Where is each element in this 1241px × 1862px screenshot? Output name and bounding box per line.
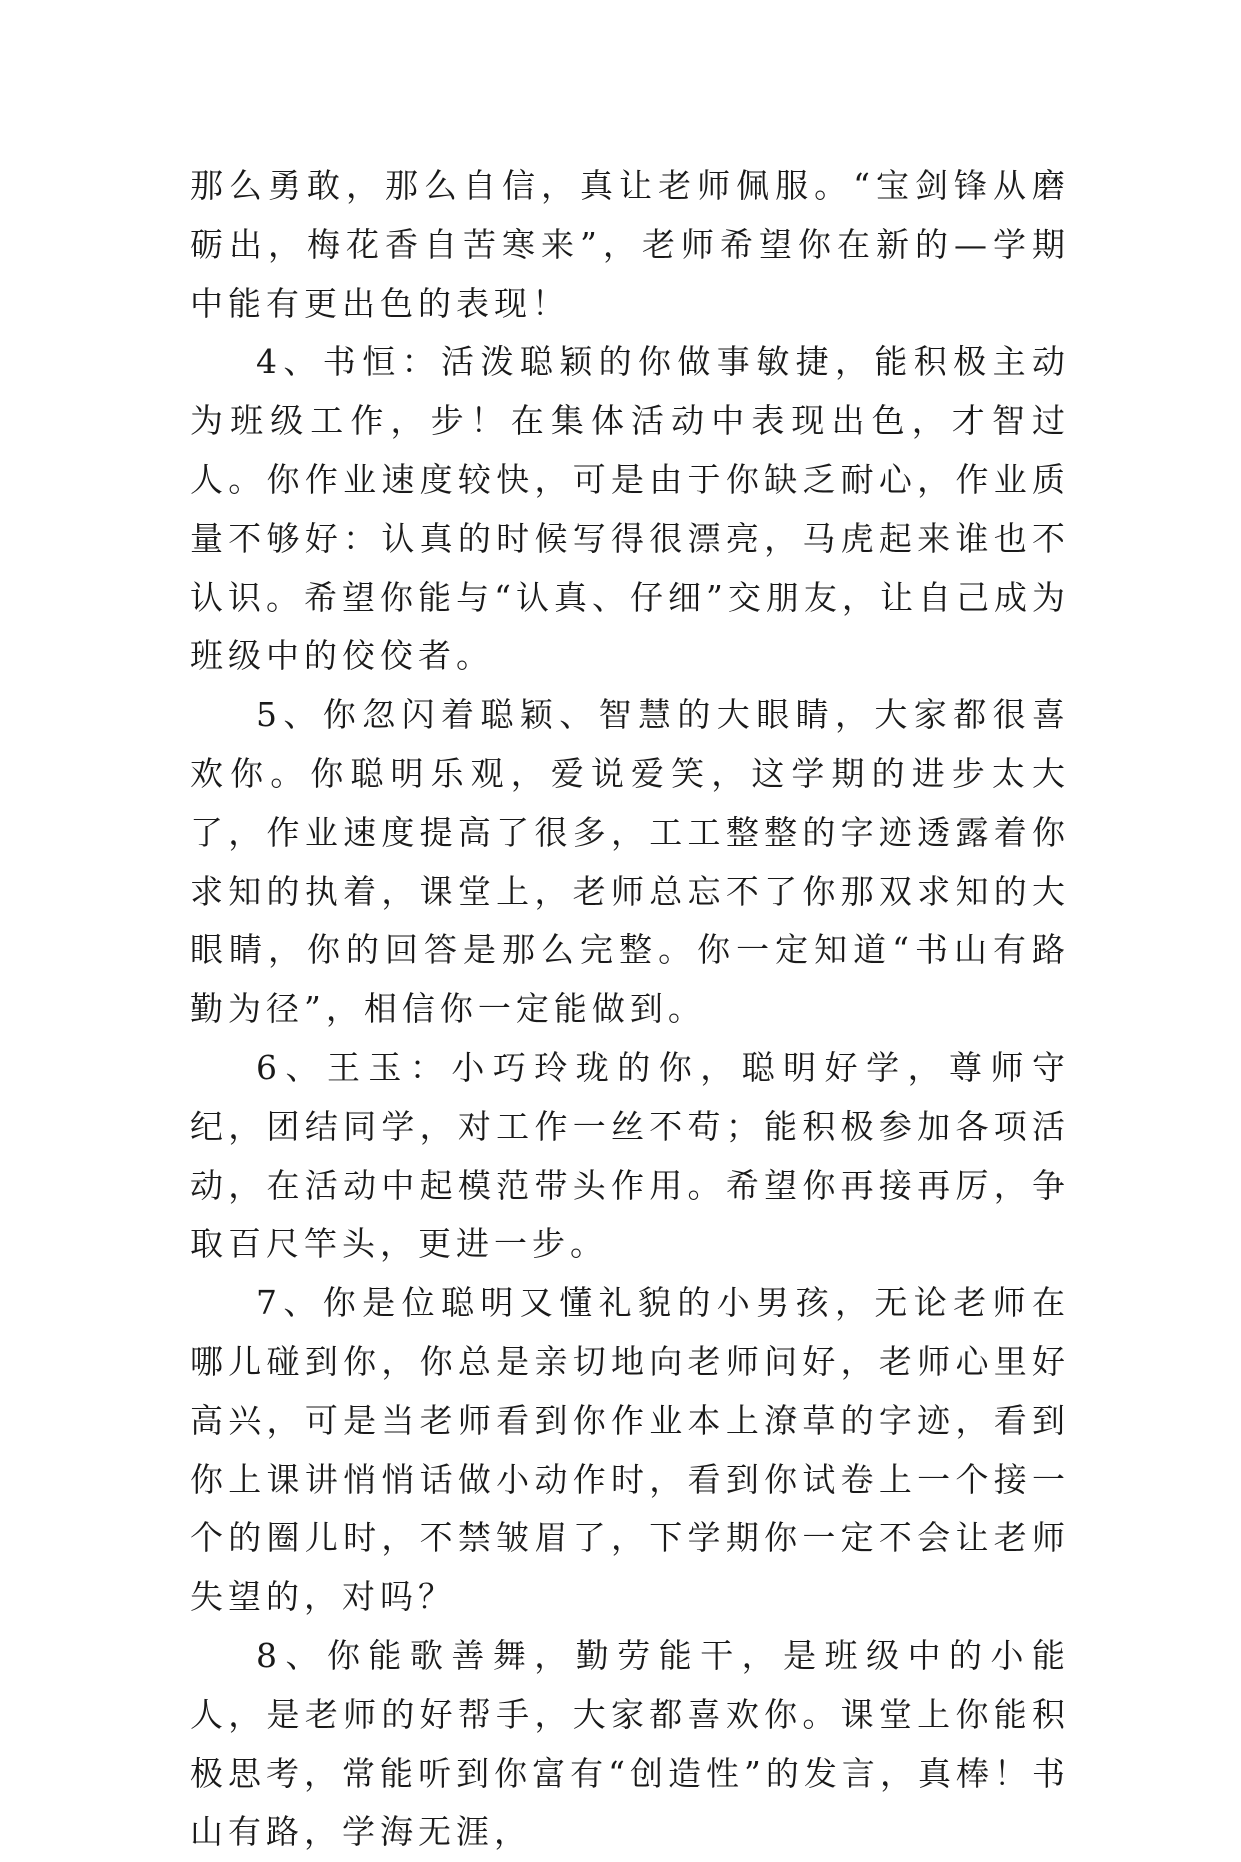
paragraph-continuation: 那么勇敢，那么自信，真让老师佩服。“宝剑锋从磨砺出，梅花香自苦寒来”，老师希望你在新的—学期中能有更出色的表现！ xyxy=(190,166,1070,323)
document-body xyxy=(190,157,1070,1862)
paragraph-comment-7: 7、你是位聪明又懂礼貌的小男孩，无论老师在哪儿碰到你，你总是亲切地向老师问好，老师心里好高兴，可是当老师看到你作业本上潦草的字迹，看到你上课讲悄悄话做小动作时，看到你试卷上一个接一个的圈儿时，不禁皱眉了，下学期你一定不会让老师失望的，对吗？ xyxy=(190,1283,1070,1617)
paragraph-comment-8: 8、你能歌善舞，勤劳能干，是班级中的小能人，是老师的好帮手，大家都喜欢你。课堂上你能积极思考，常能听到你富有“创造性”的发言，真棒！书山有路，学海无涯， xyxy=(190,1635,1070,1852)
paragraph-comment-4: 4、书恒：活泼聪颖的你做事敏捷，能积极主动为班级工作，步！在集体活动中表现出色，才智过人。你作业速度较快，可是由于你缺乏耐心，作业质量不够好：认真的时候写得很漂亮，马虎起来谁也不认识。希望你能与“认真、仔细”交朋友，让自己成为班级中的佼佼者。 xyxy=(190,342,1070,676)
paragraph-comment-6: 6、王玉：小巧玲珑的你，聪明好学，尊师守纪，团结同学，对工作一丝不苟；能积极参加各项活动，在活动中起模范带头作用。希望你再接再厉，争取百尺竿头，更进一步。 xyxy=(190,1047,1070,1264)
paragraph-comment-5: 5、你忽闪着聪颖、智慧的大眼睛，大家都很喜欢你。你聪明乐观，爱说爱笑，这学期的进步太大了，作业速度提高了很多，工工整整的字迹透露着你求知的执着，课堂上，老师总忘不了你那双求知的大眼睛，你的回答是那么完整。你一定知道“书山有路勤为径”，相信你一定能做到。 xyxy=(190,695,1070,1029)
